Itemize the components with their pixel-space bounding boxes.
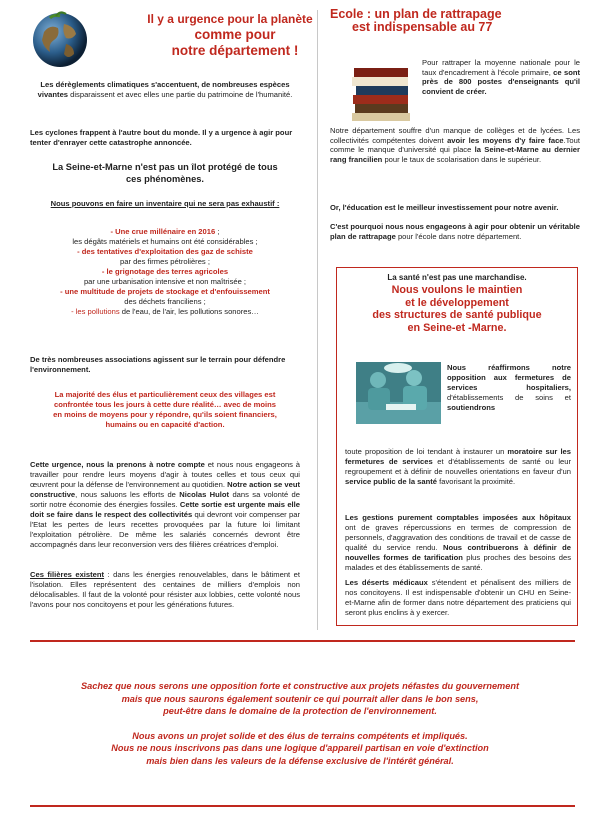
globe-image (30, 10, 90, 70)
p1-bold: Les dérèglements climatiques s'accentuent, de nombreuses espèces vivantes (37, 80, 290, 99)
closing-line-6: mais bien dans les valeurs de la défense exclusive de l'intérêt général. (146, 755, 454, 766)
list-item: par des firmes pétrolières ; (120, 257, 210, 266)
left-title-line2: comme pour (194, 27, 276, 42)
school-paragraph-2: Notre département souffre d'un manque de collèges et de lycées. Les collectivités compétentes doivent avoir les moyens d'y faire face.Tout comme le manque d'université qui place la Seine-et-Marne au dernier rang francilien pour le taux de scolarisation dans le supérieur. (330, 126, 580, 164)
list-item: par une urbanisation intensive et non maîtrisée ; (83, 277, 247, 286)
health-paragraph-1: toute proposition de loi tendant à instaurer un moratoire sur les fermetures de services et d'établissements de santé ou leur regroupement et à définir de nouvelles orientations en faveur d'un service public de la santé favorisant la proximité. (345, 447, 571, 486)
list-item: - les pollutions de l'eau, de l'air, les pollutions sonores… (71, 307, 259, 316)
school-paragraph-4: C'est pourquoi nous nous engageons à agir pour obtenir un véritable plan de rattrapage pour l'école dans notre département. (330, 222, 580, 241)
closing-line-1: Sachez que nous serons une opposition forte et constructive aux projets néfastes du gouvernement (80, 681, 520, 691)
left-paragraph-3: La Seine-et-Marne n'est pas un îlot protégé de tous ces phénomènes. (52, 162, 278, 184)
list-item: - Une crue millénaire en 2016 ; (110, 227, 220, 236)
health-paragraph-1-top: Nous réaffirmons notre opposition aux fermetures de services hospitaliers, d'établissements de soins et soutiendrons (447, 363, 571, 412)
column-divider (317, 10, 318, 630)
books-image (350, 58, 412, 122)
left-paragraph-7: Cette urgence, nous la prenons à notre compte et nous nous engageons à travailler pour rendre leurs moyens d'agir à toutes celles et tous ceux qui œuvrent pour la défense de l'environnement au quotidien. Notre action se veut constructive, nous saluons les efforts de Nicolas Hulot dans sa volonté de sortir notre économie des énergies fossiles. Cette sortie est urgente mais elle doit se faire dans le respect des collectivités qui devront voir compenser par l'Etat les pertes de leurs recettes provoquées par la future loi limitant l'exploitation pétrolière. De même les salariés concernés devront être accompagnés dans leur reconversion vers des filières créatrices d'emploi. (30, 460, 300, 549)
left-title-line3: notre département ! (171, 43, 299, 58)
bottom-rule-bottom (30, 805, 575, 807)
list-item: - des tentatives d'exploitation des gaz de schiste (77, 247, 253, 256)
school-title (330, 8, 580, 34)
left-inventory-list (30, 227, 300, 317)
surgery-photo (356, 362, 441, 424)
health-section (336, 267, 578, 626)
school-title-line1: Ecole : un plan de rattrapage (330, 7, 502, 21)
closing-line-5: Nous ne nous inscrivons pas dans une logique d'appareil partisan en voie d'extinction (111, 743, 489, 753)
left-paragraph-8: Ces filières existent : dans les énergies renouvelables, dans le bâtiment et l'isolation. Elles représentent des centaines de milliers d'emplois non délocalisables. Il faut de la volonté pour résister aux lobbies, cette volonté nous l'avons pour nos concitoyens et pour les générations futures. (30, 570, 300, 609)
left-paragraph-1 (30, 80, 300, 100)
left-inventory-intro: Nous pouvons en faire un inventaire qui ne sera pas exhaustif : (50, 199, 280, 208)
school-paragraph-3: Or, l'éducation est le meilleur investissement pour notre avenir. (330, 203, 559, 212)
closing-line-3: peut-être dans le domaine de la protection de l'environnement. (163, 706, 437, 716)
list-item: les dégâts matériels et humains ont été considérables ; (72, 237, 258, 246)
closing-line-4: Nous avons un projet solide et des élus de terrains compétents et impliqués. (132, 730, 468, 741)
health-paragraph-2: Les gestions purement comptables imposées aux hôpitaux ont de graves répercussions en termes de compression de personnels, d'aggravation des conditions de travail et de casse de qualité du service rendu. Nous contribuerons à définir de nouvelles formes de tarification plus proches des besoins des malades et des établissements de santé. (345, 513, 572, 572)
list-item: - une multitude de projets de stockage et d'enfouissement (60, 287, 270, 296)
left-paragraph-6: La majorité des élus et particulièrement ceux des villages est confrontée tous les jours à cette dure réalité… avec de moins en moins de moyens pour y répondre, qu'ils soient financiers, humains ou en capacité d'action. (53, 390, 277, 429)
p1-rest: disparaissent et avec elles une partie du patrimoine de l'humanité. (68, 90, 293, 99)
list-item: des déchets franciliens ; (124, 297, 206, 306)
closing-statement (40, 680, 560, 767)
left-paragraph-5: De très nombreuses associations agissent sur le terrain pour défendre l'environnement. (30, 355, 286, 374)
health-kicker: La santé n'est pas une marchandise. (387, 273, 527, 282)
health-title: Nous voulons le maintien et le développement des structures de santé publique en Seine-et -Marne. (372, 284, 542, 334)
closing-line-2: mais que nous saurons également soutenir ce qui pourrait aller dans le bon sens, (121, 693, 479, 704)
school-title-line2: est indispensable au 77 (352, 20, 493, 34)
health-paragraph-3: Les déserts médicaux s'étendent et pénalisent des milliers de nos concitoyens. Il est indispensable d'obtenir un CHU en Seine-et-Marne afin de former dans notre département des praticiens qui seront plus enclins à y exercer. (345, 578, 572, 617)
list-item: - le grignotage des terres agricoles (101, 267, 229, 276)
school-paragraph-1: Pour rattraper la moyenne nationale pour le taux d'encadrement à l'école primaire, ce sont près de 800 postes d'enseignants qu'il convient de créer. (422, 58, 580, 96)
left-title-line1: Il y a urgence pour la planète (147, 12, 313, 26)
bottom-rule-top (30, 640, 575, 642)
left-paragraph-2: Les cyclones frappent à l'autre bout du monde. Il y a urgence à agir pour tenter d'enrayer cette catastrophe annoncée. (30, 128, 293, 147)
